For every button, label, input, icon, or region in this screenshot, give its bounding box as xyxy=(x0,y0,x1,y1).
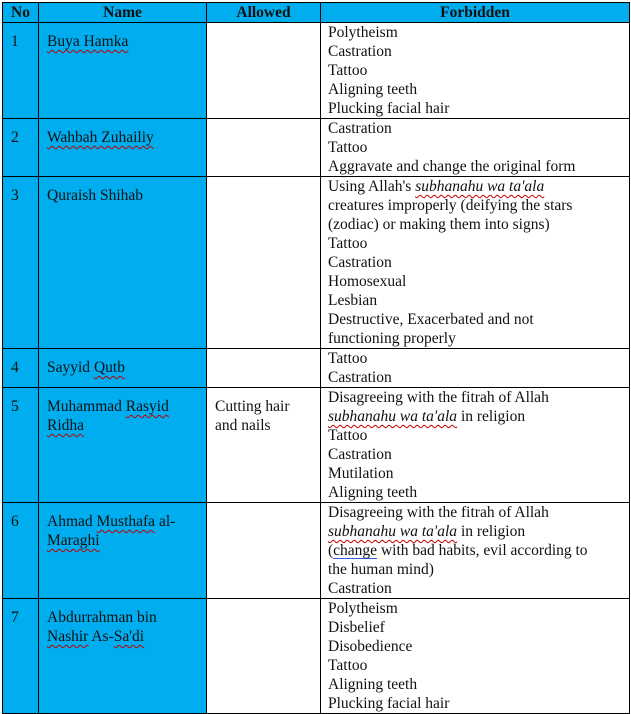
text-fragment: in religion xyxy=(457,408,526,425)
header-name: Name xyxy=(39,3,207,23)
scholar-name xyxy=(39,599,207,714)
header-no: No xyxy=(3,3,39,23)
table-row xyxy=(3,388,630,503)
name-text: Maraghi xyxy=(47,532,100,549)
forbidden-item: Destructive, Exacerbated and not xyxy=(328,311,534,328)
forbidden-cell xyxy=(321,23,630,119)
forbidden-item: Lesbian xyxy=(328,292,378,309)
forbidden-item-continued: the human mind) xyxy=(328,561,434,578)
text-fragment: in religion xyxy=(457,523,526,540)
name-text: Qutb xyxy=(93,359,125,376)
forbidden-item-continued: (zodiac) or making them into signs) xyxy=(328,216,550,233)
forbidden-cell xyxy=(321,349,630,388)
table-row xyxy=(3,177,630,349)
name-text: Musthafa xyxy=(96,513,156,530)
row-number: 5 xyxy=(3,388,39,503)
forbidden-item: Aligning teeth xyxy=(328,81,418,98)
scholar-name xyxy=(39,349,207,388)
scholar-name xyxy=(39,177,207,349)
header-row xyxy=(3,3,630,23)
honorific-italic: subhanahu wa ta'ala xyxy=(328,523,458,540)
allowed-cell xyxy=(207,177,321,349)
allowed-cell: Cutting hair and nails xyxy=(207,388,321,503)
forbidden-item: Tattoo xyxy=(328,139,368,156)
text-fragment: Using Allah's xyxy=(328,178,416,195)
forbidden-item: Castration xyxy=(328,369,392,386)
allowed-cell xyxy=(207,599,321,714)
row-number: 7 xyxy=(3,599,39,714)
table-row xyxy=(3,599,630,714)
grammar-marked-word: change xyxy=(333,542,378,559)
forbidden-item: Polytheism xyxy=(328,600,398,617)
allowed-cell xyxy=(207,503,321,599)
honorific-italic: subhanahu wa ta'ala xyxy=(328,408,458,425)
forbidden-item: Disbelief xyxy=(328,619,385,636)
honorific-italic: subhanahu wa ta'ala xyxy=(415,178,545,195)
forbidden-item: Plucking facial hair xyxy=(328,695,450,712)
row-number: 1 xyxy=(3,23,39,119)
header-allowed: Allowed xyxy=(207,3,321,23)
row-number: 4 xyxy=(3,349,39,388)
forbidden-item xyxy=(328,177,625,196)
row-number: 3 xyxy=(3,177,39,349)
table-row xyxy=(3,349,630,388)
forbidden-item: Mutilation xyxy=(328,465,394,482)
forbidden-item: Homosexual xyxy=(328,273,407,290)
allowed-cell xyxy=(207,349,321,388)
forbidden-item: Castration xyxy=(328,446,392,463)
forbidden-item: Aligning teeth xyxy=(328,484,418,501)
scholar-name xyxy=(39,119,207,177)
forbidden-item: Castration xyxy=(328,120,392,137)
name-text: As- xyxy=(88,628,114,645)
name-text: Nashir xyxy=(47,628,89,645)
forbidden-item: Polytheism xyxy=(328,24,398,41)
table-row xyxy=(3,503,630,599)
forbidden-item-continued: functioning properly xyxy=(328,330,456,347)
forbidden-item-continued xyxy=(328,407,625,426)
forbidden-item: Disagreeing with the fitrah of Allah xyxy=(328,504,549,521)
allowed-cell xyxy=(207,119,321,177)
forbidden-item: Tattoo xyxy=(328,427,368,444)
name-text: Ridha xyxy=(47,417,85,434)
row-number: 2 xyxy=(3,119,39,177)
forbidden-item: Castration xyxy=(328,43,392,60)
table-row xyxy=(3,119,630,177)
scholar-name xyxy=(39,23,207,119)
name-text: Rasyid xyxy=(125,398,169,415)
header-forbidden: Forbidden xyxy=(321,3,630,23)
name-text: Abdurrahman bin xyxy=(47,609,157,626)
forbidden-item: Aligning teeth xyxy=(328,676,418,693)
scholars-table xyxy=(2,2,630,714)
name-text: Muhammad xyxy=(47,398,126,415)
name-text: al- xyxy=(155,513,176,530)
name-text: Buya Hamka xyxy=(47,33,129,50)
forbidden-cell xyxy=(321,388,630,503)
forbidden-item: Tattoo xyxy=(328,657,368,674)
name-text: Wahbah Zuhailiy xyxy=(47,129,154,146)
forbidden-item: Disagreeing with the fitrah of Allah xyxy=(328,389,549,406)
forbidden-item-continued: creatures improperly (deifying the stars xyxy=(328,197,573,214)
forbidden-item-continued xyxy=(328,522,625,541)
forbidden-item: Castration xyxy=(328,580,392,597)
row-number: 6 xyxy=(3,503,39,599)
forbidden-item: Tattoo xyxy=(328,62,368,79)
forbidden-item xyxy=(328,541,625,560)
name-text: Sa'di xyxy=(113,628,145,645)
forbidden-item: Tattoo xyxy=(328,235,368,252)
forbidden-cell xyxy=(321,599,630,714)
forbidden-item: Castration xyxy=(328,254,392,271)
text-fragment: ( xyxy=(328,542,334,559)
allowed-cell xyxy=(207,23,321,119)
scholar-name xyxy=(39,503,207,599)
forbidden-cell xyxy=(321,503,630,599)
table-row xyxy=(3,23,630,119)
forbidden-item: Aggravate and change the original form xyxy=(328,158,576,175)
forbidden-item: Tattoo xyxy=(328,350,368,367)
forbidden-cell xyxy=(321,177,630,349)
forbidden-item: Plucking facial hair xyxy=(328,100,450,117)
forbidden-item: Disobedience xyxy=(328,638,413,655)
text-fragment: with bad habits, evil according to xyxy=(377,542,588,559)
name-text: Ahmad xyxy=(47,513,97,530)
name-text: Quraish Shihab xyxy=(47,187,144,204)
forbidden-cell xyxy=(321,119,630,177)
name-text: Sayyid xyxy=(47,359,94,376)
scholar-name xyxy=(39,388,207,503)
